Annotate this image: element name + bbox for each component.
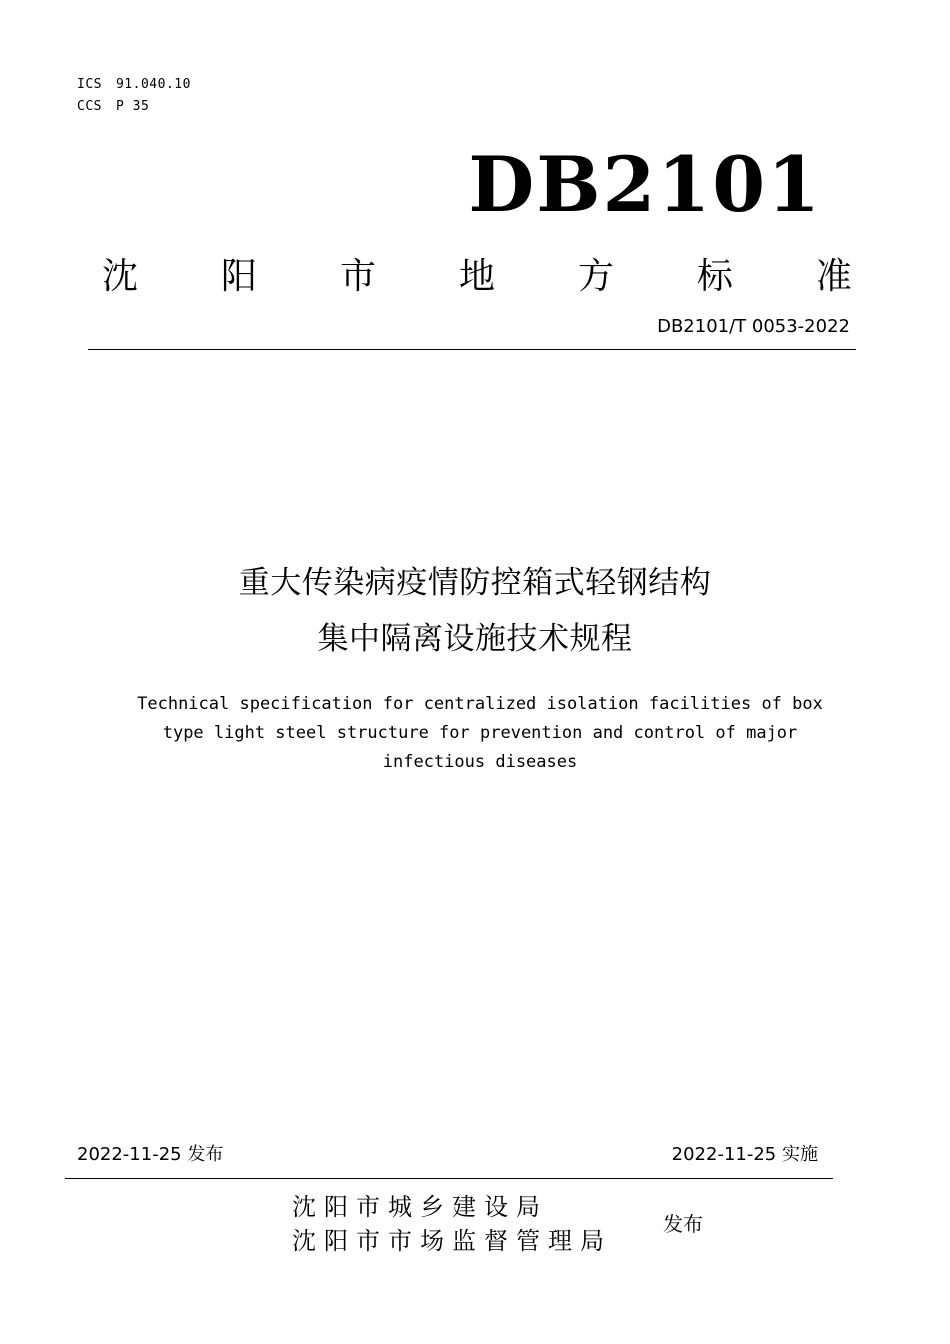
english-title bbox=[95, 690, 865, 777]
standard-code: DB2101 bbox=[468, 140, 822, 229]
ics-code bbox=[77, 74, 191, 96]
ics-label: ICS bbox=[77, 77, 102, 92]
standard-type-char: 标 bbox=[696, 256, 733, 297]
top-divider bbox=[88, 349, 856, 350]
standard-type bbox=[102, 252, 852, 302]
english-title-line: Technical specification for centralized isolation facilities of box bbox=[137, 694, 823, 714]
standard-type-char: 方 bbox=[577, 256, 614, 297]
implement-date: 2022-11-25 实施 bbox=[671, 1144, 818, 1165]
bottom-divider bbox=[65, 1178, 833, 1179]
ics-value: 91.040.10 bbox=[115, 77, 191, 92]
ccs-code bbox=[77, 96, 191, 118]
ccs-label: CCS bbox=[77, 99, 102, 114]
standard-number: DB2101/T 0053-2022 bbox=[657, 316, 850, 337]
standard-type-char: 市 bbox=[339, 256, 376, 297]
classification-codes bbox=[77, 74, 191, 118]
publish-date: 2022-11-25 发布 bbox=[77, 1144, 224, 1165]
standard-type-char: 沈 bbox=[102, 256, 139, 297]
chinese-title-line: 集中隔离设施技术规程 bbox=[317, 621, 633, 657]
standard-type-char: 阳 bbox=[220, 256, 257, 297]
issuer-name: 沈阳市市场监督管理局 bbox=[292, 1227, 612, 1255]
english-title-line: type light steel structure for prevention and control of major bbox=[162, 723, 798, 743]
ccs-value: P 35 bbox=[115, 99, 150, 114]
issuer-name: 沈阳市城乡建设局 bbox=[292, 1193, 548, 1221]
issuing-authorities bbox=[292, 1190, 612, 1258]
chinese-title bbox=[0, 555, 950, 667]
standard-type-char: 准 bbox=[815, 256, 852, 297]
english-title-line: infectious diseases bbox=[382, 752, 578, 772]
issued-label: 发布 bbox=[663, 1212, 703, 1236]
standard-type-char: 地 bbox=[458, 256, 495, 297]
chinese-title-line: 重大传染病疫情防控箱式轻钢结构 bbox=[238, 565, 712, 601]
